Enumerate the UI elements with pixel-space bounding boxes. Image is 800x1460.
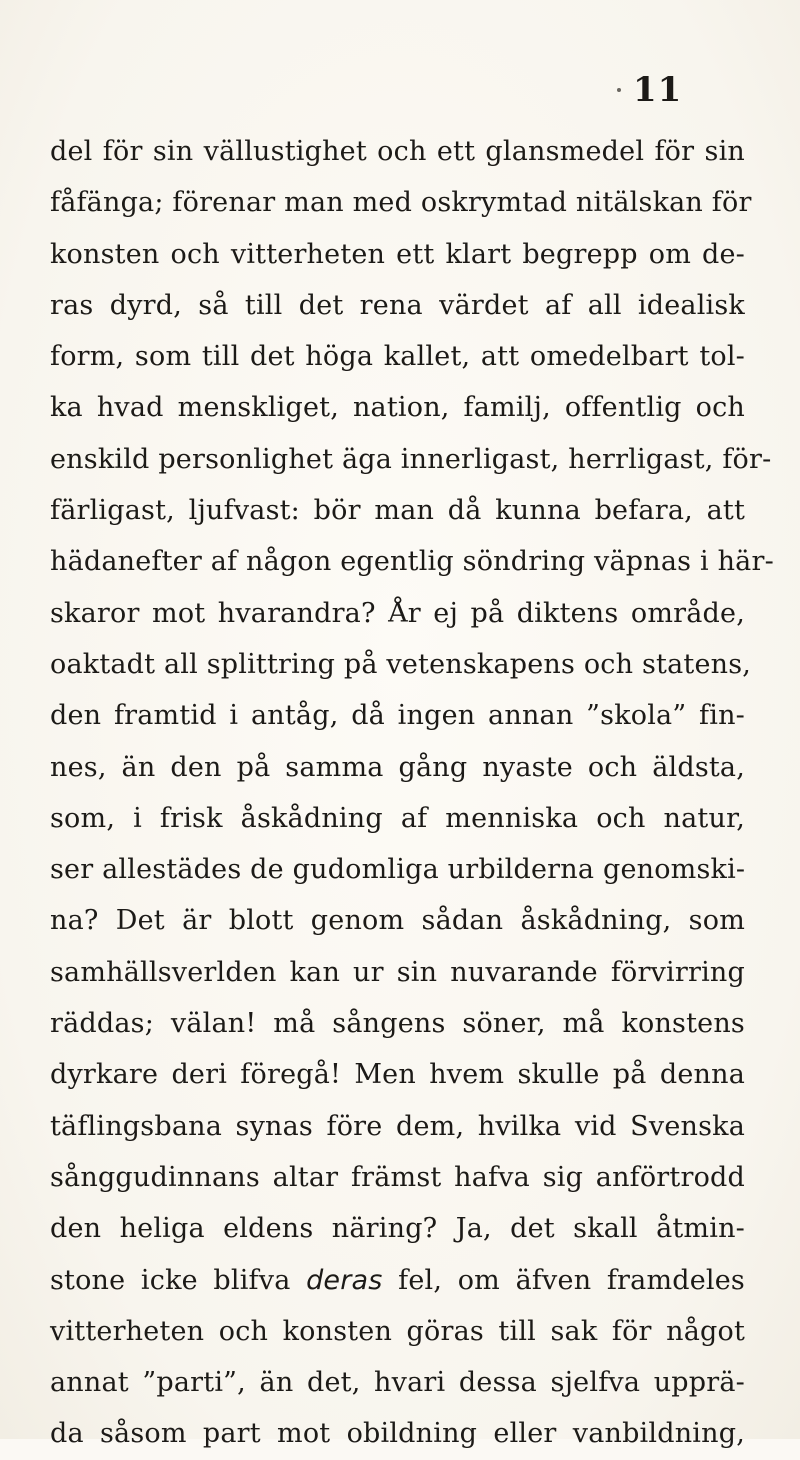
text-line: ka hvad menskliget, nation, familj, offentlig och (50, 392, 745, 424)
emphasized-word: deras (306, 1264, 383, 1296)
text-line: fåfänga; förenar man med oskrymtad nitälskan för (50, 187, 752, 219)
text-line: del för sin vällustighet och ett glansmedel för sin (50, 136, 745, 167)
text-line: skaror mot hvarandra? År ej på diktens område, (50, 597, 745, 629)
text-segment: stone icke blifva (50, 1264, 291, 1296)
text-line: enskild personlighet äga innerligast, herrligast, för- (50, 443, 772, 475)
text-line: samhällsverlden kan ur sin nuvarande förvirring (50, 956, 745, 988)
page-number (633, 70, 682, 110)
page-number-mark (617, 88, 621, 92)
body-text (50, 126, 774, 1460)
text-line: täflingsbana synas före dem, hvilka vid Svenska (50, 1110, 745, 1142)
text-line: dyrkare deri föregå! Men hvem skulle på denna (50, 1059, 745, 1091)
page-number-text: 11 (633, 70, 683, 110)
text-line: oaktadt all splittring på vetenskapens och statens, (50, 648, 752, 680)
text-line: na? Det är blott genom sådan åskådning, som (50, 905, 745, 937)
text-line: räddas; välan! må sångens söner, må konstens (50, 1008, 745, 1040)
text-line: ser allestädes de gudomliga urbilderna genomski- (50, 854, 746, 886)
text-line: form, som till det höga kallet, att omedelbart tol- (50, 341, 745, 373)
text-line: ras dyrd, så till det rena värdet af all idealisk (50, 289, 745, 321)
text-line: sånggudinnans altar främst hafva sig anförtrodd (50, 1161, 745, 1193)
text-line: som, i frisk åskådning af menniska och natur, (50, 802, 745, 834)
text-line: hädanefter af någon egentlig söndring väpnas i här- (50, 546, 774, 578)
text-line: nes, än den på samma gång nyaste och äldsta, (50, 751, 745, 783)
text-line: färligast, ljufvast: bör man då kunna befara, att (50, 495, 745, 527)
text-line: vitterheten och konsten göras till sak för något (50, 1315, 745, 1347)
text-line-with-emphasis (50, 1255, 745, 1306)
text-line: konsten och vitterheten ett klart begrepp om de- (50, 238, 745, 270)
text-line: den framtid i antåg, då ingen annan ”skola” fin- (50, 700, 745, 732)
text-line: da såsom part mot obildning eller vanbildning, (50, 1418, 745, 1450)
text-segment: fel, om äfven framdeles (398, 1264, 745, 1296)
text-line: den heliga eldens näring? Ja, det skall åtmin- (50, 1213, 745, 1245)
text-line: annat ”parti”, än det, hvari dessa sjelfva upprä- (50, 1367, 745, 1399)
